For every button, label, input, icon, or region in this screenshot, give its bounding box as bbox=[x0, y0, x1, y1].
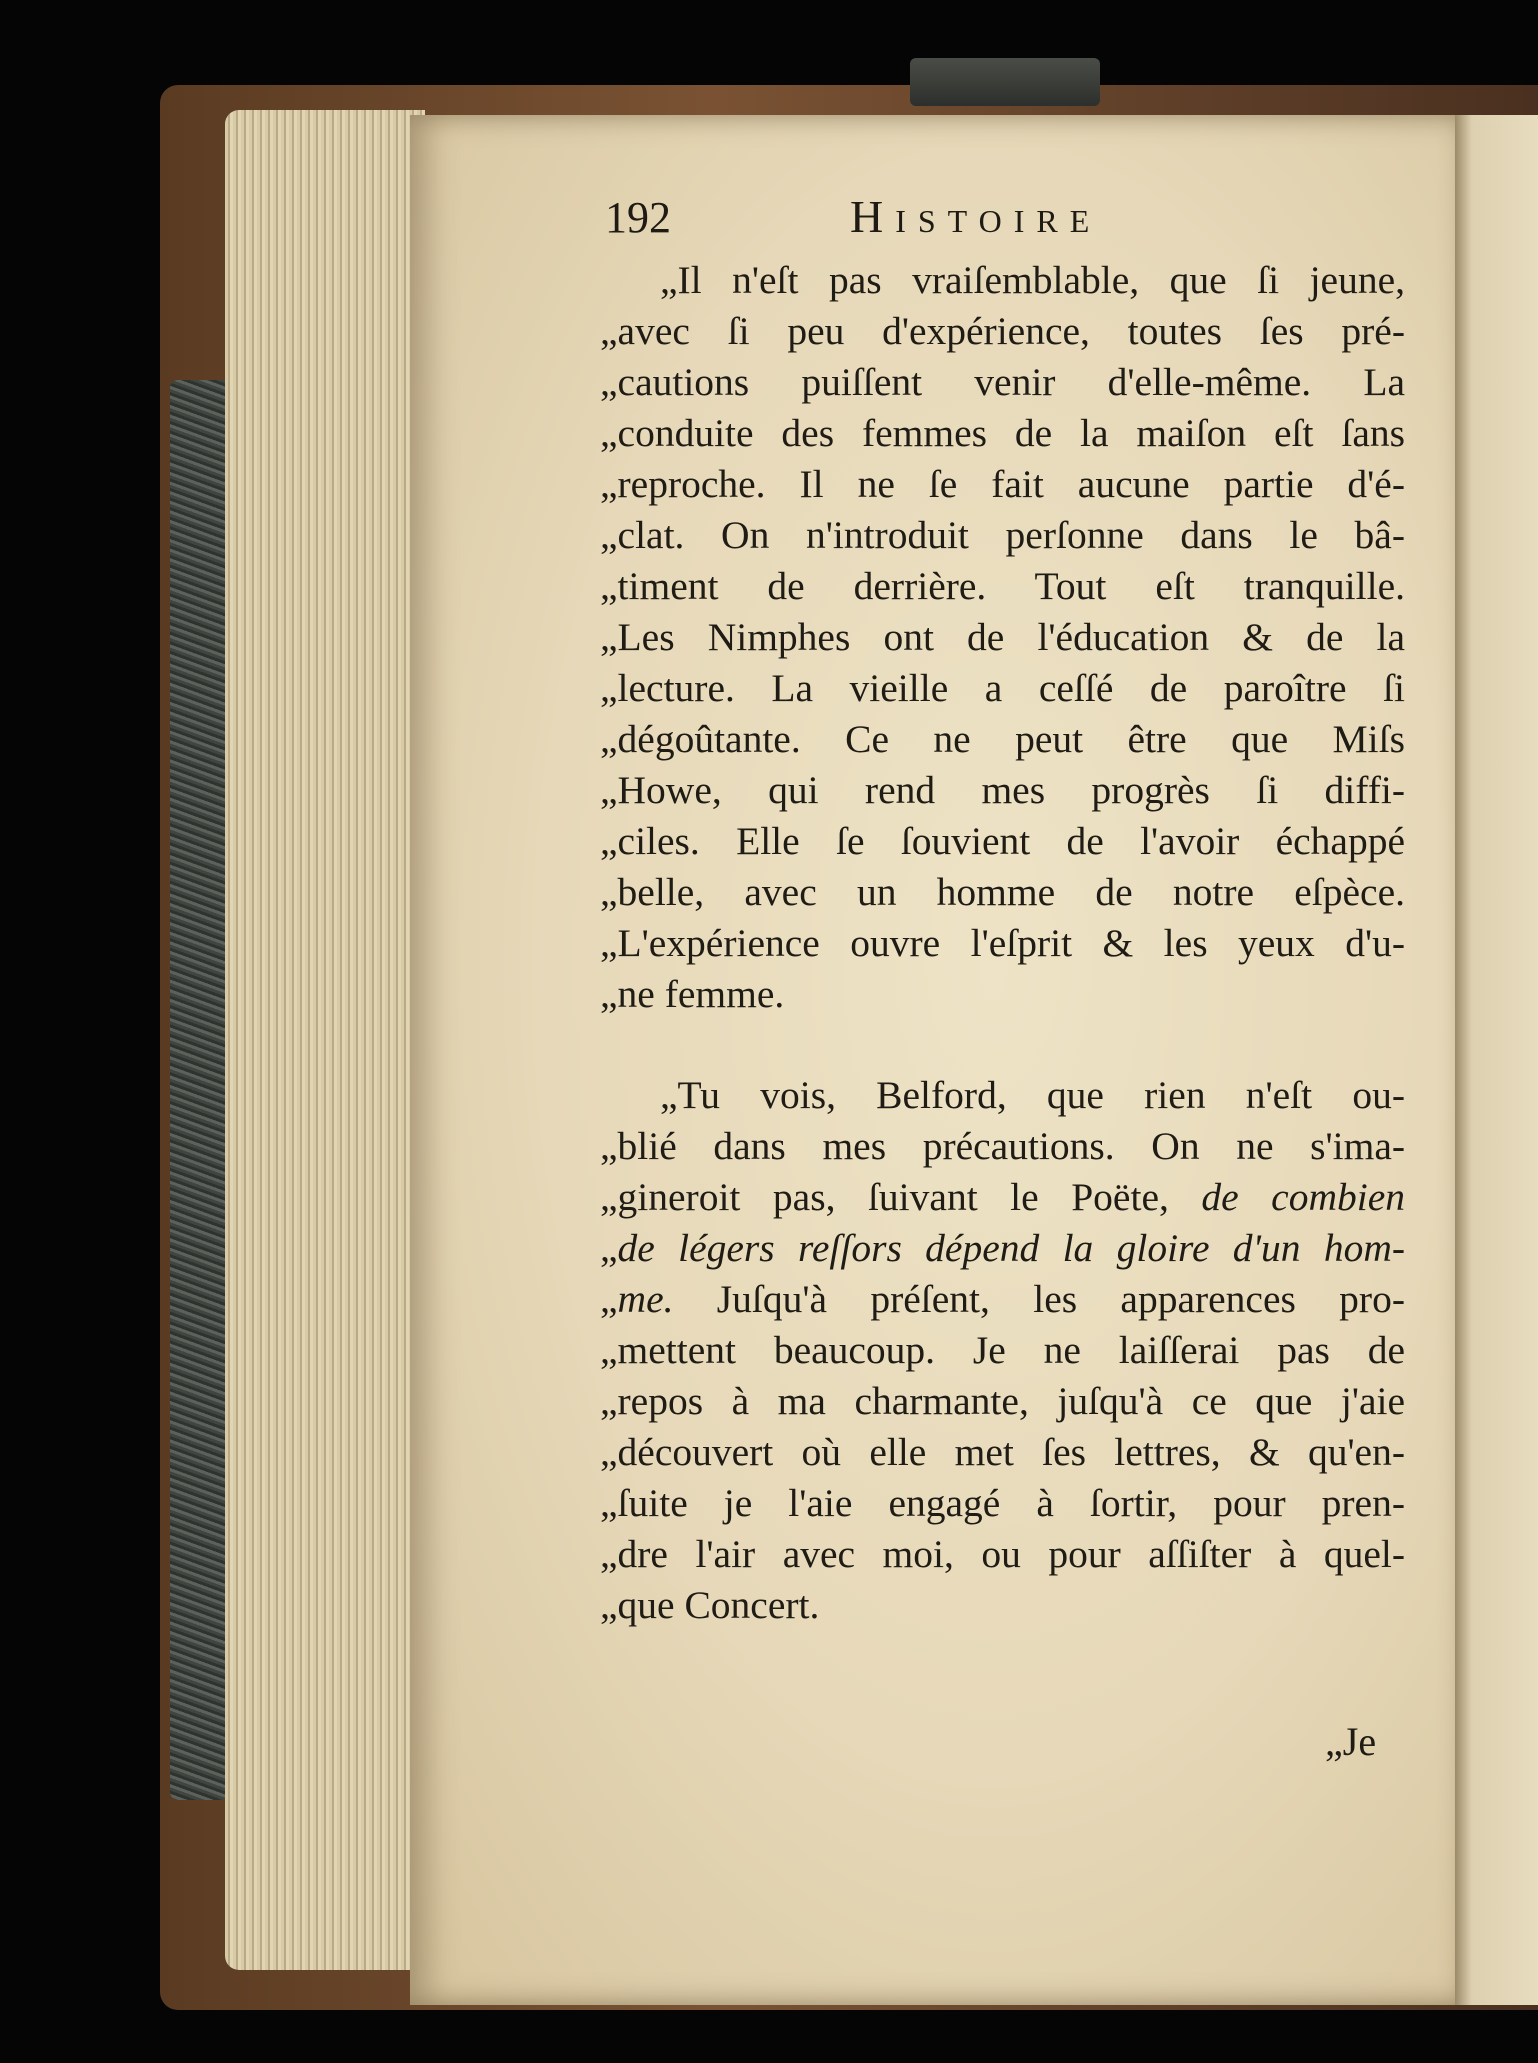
text-line: „lecture. La vieille a ceſſé de paroître ſi bbox=[600, 666, 1405, 710]
text-line: „ciles. Elle ſe ſouvient de l'avoir échappé bbox=[600, 819, 1405, 863]
text-segment: „ bbox=[600, 1277, 618, 1321]
text-block bbox=[600, 255, 1405, 1631]
text-line: „mettent beaucoup. Je ne laiſſerai pas de bbox=[600, 1328, 1405, 1372]
text-line: „Tu vois, Belford, que rien n'eſt ou- bbox=[660, 1073, 1405, 1117]
text-line: „blié dans mes précautions. On ne s'ima- bbox=[600, 1124, 1405, 1168]
text-line: „dégoûtante. Ce ne peut être que Miſs bbox=[600, 717, 1405, 761]
text-line: „timent de derrière. Tout eſt tranquille. bbox=[600, 564, 1405, 608]
paragraph-gap bbox=[600, 1020, 1405, 1070]
text-line bbox=[600, 1274, 1405, 1325]
italic-quote: de combien bbox=[1201, 1175, 1405, 1219]
facing-page-edge bbox=[1455, 115, 1538, 2005]
text-line: „cautions puiſſent venir d'elle-même. La bbox=[600, 360, 1405, 404]
text-segment: „gineroit pas, ſuivant le Poëte, bbox=[600, 1175, 1202, 1219]
paragraph-2 bbox=[600, 1070, 1405, 1631]
page-header bbox=[605, 190, 1405, 250]
catchword: „Je bbox=[1325, 1719, 1377, 1764]
italic-quote: me. bbox=[617, 1277, 674, 1321]
text-line: „ne femme. bbox=[600, 972, 785, 1016]
text-line bbox=[600, 1172, 1405, 1223]
text-line: „Howe, qui rend mes progrès ſi diffi- bbox=[600, 768, 1405, 812]
text-line: „clat. On n'introduit perſonne dans le bâ- bbox=[600, 513, 1405, 557]
text-line: „que Concert. bbox=[600, 1583, 820, 1627]
text-line: „conduite des femmes de la maiſon eſt ſans bbox=[600, 411, 1405, 455]
text-line: „repos à ma charmante, juſqu'à ce que j'aie bbox=[600, 1379, 1405, 1423]
text-line: „ſuite je l'aie engagé à ſortir, pour pren- bbox=[600, 1481, 1405, 1525]
page-edges bbox=[225, 110, 425, 1970]
text-line: „belle, avec un homme de notre eſpèce. bbox=[600, 870, 1405, 914]
text-line bbox=[600, 1223, 1405, 1274]
paragraph-1 bbox=[600, 255, 1405, 1020]
text-line: „L'expérience ouvre l'eſprit & les yeux d'u- bbox=[600, 921, 1405, 965]
italic-quote: de légers reſſors dépend la gloire d'un hom- bbox=[617, 1226, 1405, 1270]
text-line: „dre l'air avec moi, ou pour aſſiſter à quel- bbox=[600, 1532, 1405, 1576]
text-segment: Juſqu'à préſent, les apparences pro- bbox=[673, 1277, 1405, 1321]
text-line: „avec ſi peu d'expérience, toutes ſes pré- bbox=[600, 309, 1405, 353]
top-clasp bbox=[910, 58, 1100, 106]
spine-marbled-strip bbox=[170, 380, 230, 1800]
text-line: „Les Nimphes ont de l'éducation & de la bbox=[600, 615, 1405, 659]
text-line: „découvert où elle met ſes lettres, & qu'en- bbox=[600, 1430, 1405, 1474]
text-segment: „ bbox=[600, 1226, 618, 1270]
page-number: 192 bbox=[605, 193, 671, 242]
running-head: Histoire bbox=[850, 191, 1102, 242]
text-line: „Il n'eſt pas vraiſemblable, que ſi jeune, bbox=[660, 258, 1405, 302]
text-line: „reproche. Il ne ſe fait aucune partie d'é- bbox=[600, 462, 1405, 506]
